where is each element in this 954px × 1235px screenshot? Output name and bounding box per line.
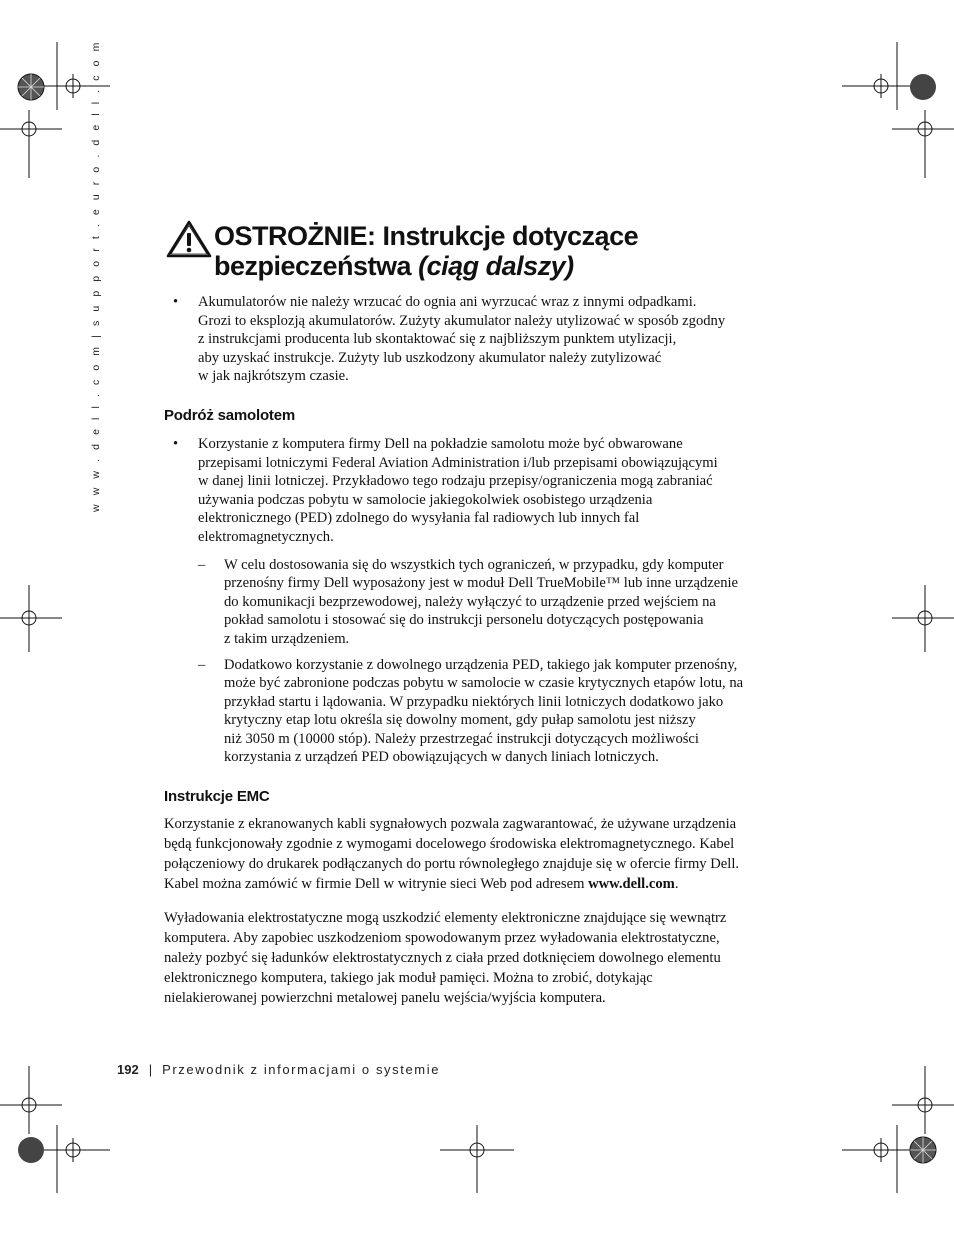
emc-paragraph-1 xyxy=(164,814,784,894)
text-line: Wyładowania elektrostatyczne mogą uszkodzić elementy elektroniczne znajdujące się wewnątrz xyxy=(164,910,727,927)
text-punctuation: . xyxy=(674,876,679,893)
text-line: nielakierowanej powierzchni metalowej panelu wejścia/wyjścia komputera. xyxy=(164,990,606,1007)
text-line: elektromagnetycznych. xyxy=(198,528,334,545)
text-line: Akumulatorów nie należy wrzucać do ognia ani wyrzucać wraz z innymi odpadkami. xyxy=(198,294,697,310)
text-line: z instrukcjami producenta lub skontaktować się z najbliższym punktem utylizacji, xyxy=(198,331,677,348)
text-line: Dodatkowo korzystanie z dowolnego urządzenia PED, takiego jak komputer przenośny, xyxy=(224,656,738,673)
page-footer xyxy=(117,1062,440,1077)
section-heading-travel: Podróż samolotem xyxy=(164,406,295,424)
text-line: Korzystanie z komputera firmy Dell na pokładzie samolotu może być obwarowane xyxy=(198,435,683,452)
text-line: przenośny firmy Dell wyposażony jest w moduł Dell TrueMobile™ lub inne urządzenie xyxy=(224,575,739,592)
page-title-continued: (ciąg dalszy) xyxy=(418,251,574,281)
text-line: aby uzyskać instrukcje. Zużyty lub uszkodzony akumulator należy zutylizować xyxy=(198,349,662,366)
travel-bullet xyxy=(164,435,784,547)
text-line: Grozi to eksplozją akumulatorów. Zużyty akumulator należy utylizować w sposób zgodny xyxy=(198,312,726,329)
warning-triangle-icon xyxy=(166,219,212,259)
text-line: W celu dostosowania się do wszystkich tych ograniczeń, w przypadku, gdy komputer xyxy=(224,556,724,573)
travel-dash-item xyxy=(164,556,784,649)
text-line: elektronicznego komputera, takiego jak moduł pamięci. Można to zrobić, dotykając xyxy=(164,970,653,987)
sidebar-url-text: w w w . d e l l . c o m | s u p p o r t . e u r o . d e l l . c o m xyxy=(90,39,102,512)
text-line: pokład samolotu i stosować się do instrukcji personelu dotyczących postępowania xyxy=(224,612,704,629)
text-line: połączeniowy do drukarek podłączanych do portu równoległego znajduje się w ofercie firmy Dell. xyxy=(164,856,740,873)
travel-dash-list xyxy=(164,556,784,768)
travel-bullet-list xyxy=(164,435,784,547)
text-line: w danej linii lotniczej. Przykładowo tego rodzaju przepisy/ograniczenia mogą zabraniać xyxy=(198,473,713,490)
text-line: może być zabronione podczas pobytu w samolocie w czasie krytycznych etapów lotu, na xyxy=(224,675,744,692)
travel-dash-item xyxy=(164,656,784,768)
text-line: używania podczas pobytu w samolocie jakiegokolwiek osobistego urządzenia xyxy=(198,491,653,508)
footer-separator: | xyxy=(148,1062,153,1077)
text-line: krytyczny etap lotu określa się dowolny moment, gdy pułap samolotu jest niższy xyxy=(224,712,696,729)
battery-bullet xyxy=(164,293,784,386)
text-line: w jak najkrótszym czasie. xyxy=(198,368,349,385)
sidebar-url xyxy=(80,39,102,522)
emc-paragraph-2 xyxy=(164,908,784,1008)
dell-website-link[interactable]: www.dell.com xyxy=(588,876,675,893)
page-title-main: OSTROŻNIE: Instrukcje dotyczące bezpieczeństwa xyxy=(214,221,639,281)
main-content xyxy=(164,293,784,1008)
text-line: korzystania z urządzeń PED obowiązujących w danych liniach lotniczych. xyxy=(224,749,659,766)
text-line: elektronicznego (PED) zdolnego do wysyłania fal radiowych lub innych fal xyxy=(198,510,640,527)
text-line: przykład startu i lądowania. W przypadku niektórych linii lotniczych dodatkowo jako xyxy=(224,693,724,710)
footer-title: Przewodnik z informacjami o systemie xyxy=(162,1062,441,1077)
text-line: komputera. Aby zapobiec uszkodzeniom spowodowanym przez wyładowania elektrostatyczne, xyxy=(164,930,720,947)
text-line: do komunikacji bezprzewodowej, należy wyłączyć to urządzenie przed wejściem na xyxy=(224,593,716,610)
text-line: będą funkcjonowały zgodnie z wymogami docelowego środowiska elektromagnetycznego. Kabel xyxy=(164,836,735,853)
text-line: przepisami lotniczymi Federal Aviation Administration i/lub przepisami obowiązującymi xyxy=(198,454,718,471)
page-title xyxy=(214,221,806,281)
text-line: z takim urządzeniem. xyxy=(224,630,350,647)
text-line: Kabel można zamówić w firmie Dell w witrynie sieci Web pod adresem xyxy=(164,876,589,893)
section-heading-emc: Instrukcje EMC xyxy=(164,788,270,806)
text-line: Korzystanie z ekranowanych kabli sygnałowych pozwala zagwarantować, że używane urządzenia xyxy=(164,816,737,833)
text-line: należy pozbyć się ładunków elektrostatycznych z ciała przed dotknięciem dowolnego elementu xyxy=(164,950,721,967)
text-line: niż 3050 m (10000 stóp). Należy przestrzegać instrukcji dotyczących możliwości xyxy=(224,730,699,747)
battery-bullet-list xyxy=(164,293,784,386)
page-number: 192 xyxy=(117,1062,139,1077)
